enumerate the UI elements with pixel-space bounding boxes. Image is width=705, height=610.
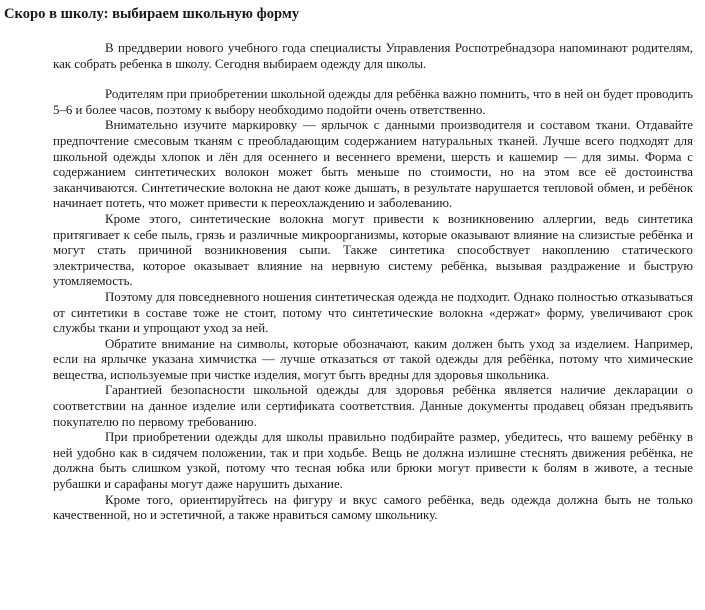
paragraph-care-symbols: Обратите внимание на символы, которые обозначают, каким должен быть уход за изделием. Например, если на ярлычке указана химчистка — лучше отказаться от такой одежды для ребёнка, потому что химические вещества, используемые при чистке изделия, могут быть вредны для здоровья школьника. <box>53 336 693 382</box>
paragraph-allergy: Кроме этого, синтетические волокна могут привести к возникновению аллергии, ведь синтетика притягивает к себе пыль, грязь и различные микроорганизмы, которые оказывают влияние на слизистые ребёнка и могут стать причиной возникновения сыпи. Также синтетика способствует накоплению статического электричества, которое оказывает влияние на нервную систему ребёнка, вызывая раздражение и быструю утомляемость. <box>53 211 693 289</box>
paragraph-certificate: Гарантией безопасности школьной одежды для здоровья ребёнка является наличие декларации о соответствии на данное изделие или сертификата соответствия. Данные документы продавец обязан предъявить покупателю по первому требованию. <box>53 383 693 429</box>
paragraph-taste: Кроме того, ориентируйтесь на фигуру и вкус самого ребёнка, ведь одежда должна быть не только качественной, но и эстетичной, а также нравиться самому школьнику. <box>53 492 693 523</box>
document-body <box>53 41 693 524</box>
paragraph-size: При приобретении одежды для школы правильно подбирайте размер, убедитесь, что вашему ребёнку в ней удобно как в сидячем положении, так и при ходьбе. Вещь не должна излишне стеснять движения ребёнка, не должна быть слишком узкой, потому что тесная юбка или брюки могут привести к болям в животе, а тесные рубашки и сарафаны могут даже нарушить дыхание. <box>53 430 693 492</box>
paragraph-daily-wear: Поэтому для повседневного ношения синтетическая одежда не подходит. Однако полностью отказываться от синтетики в составе тоже не стоит, потому что синтетические волокна «держат» форму, увеличивают срок службы ткани и упрощают уход за ней. <box>53 289 693 336</box>
paragraph-intro: В преддверии нового учебного года специалисты Управления Роспотребнадзора напоминают родителям, как собрать ребенка в школу. Сегодня выбираем одежду для школы. <box>53 41 693 71</box>
paragraph-parents: Родителям при приобретении школьной одежды для ребёнка важно помнить, что в ней он будет проводить 5–6 и более часов, поэтому к выбору необходимо подойти очень ответственно. <box>53 87 693 117</box>
paragraph-labeling: Внимательно изучите маркировку — ярлычок с данными производителя и составом ткани. Отдавайте предпочтение смесовым тканям с преобладающим содержанием натуральных тканей. Лучше всего подходят для школьной одежды хлопок и лён для осеннего и весеннего времени, шерсть и кашемир — для зимы. Форма с содержанием синтетических волокон может быть меньше по стоимости, но на этом все её достоинства заканчиваются. Синтетические волокна не дают коже дышать, в результате нарушается тепловой обмен, и ребёнок начинает потеть, что может привести к переохлаждению и заболеванию. <box>53 118 693 211</box>
document-title: Скоро в школу: выбираем школьную форму <box>4 6 300 22</box>
